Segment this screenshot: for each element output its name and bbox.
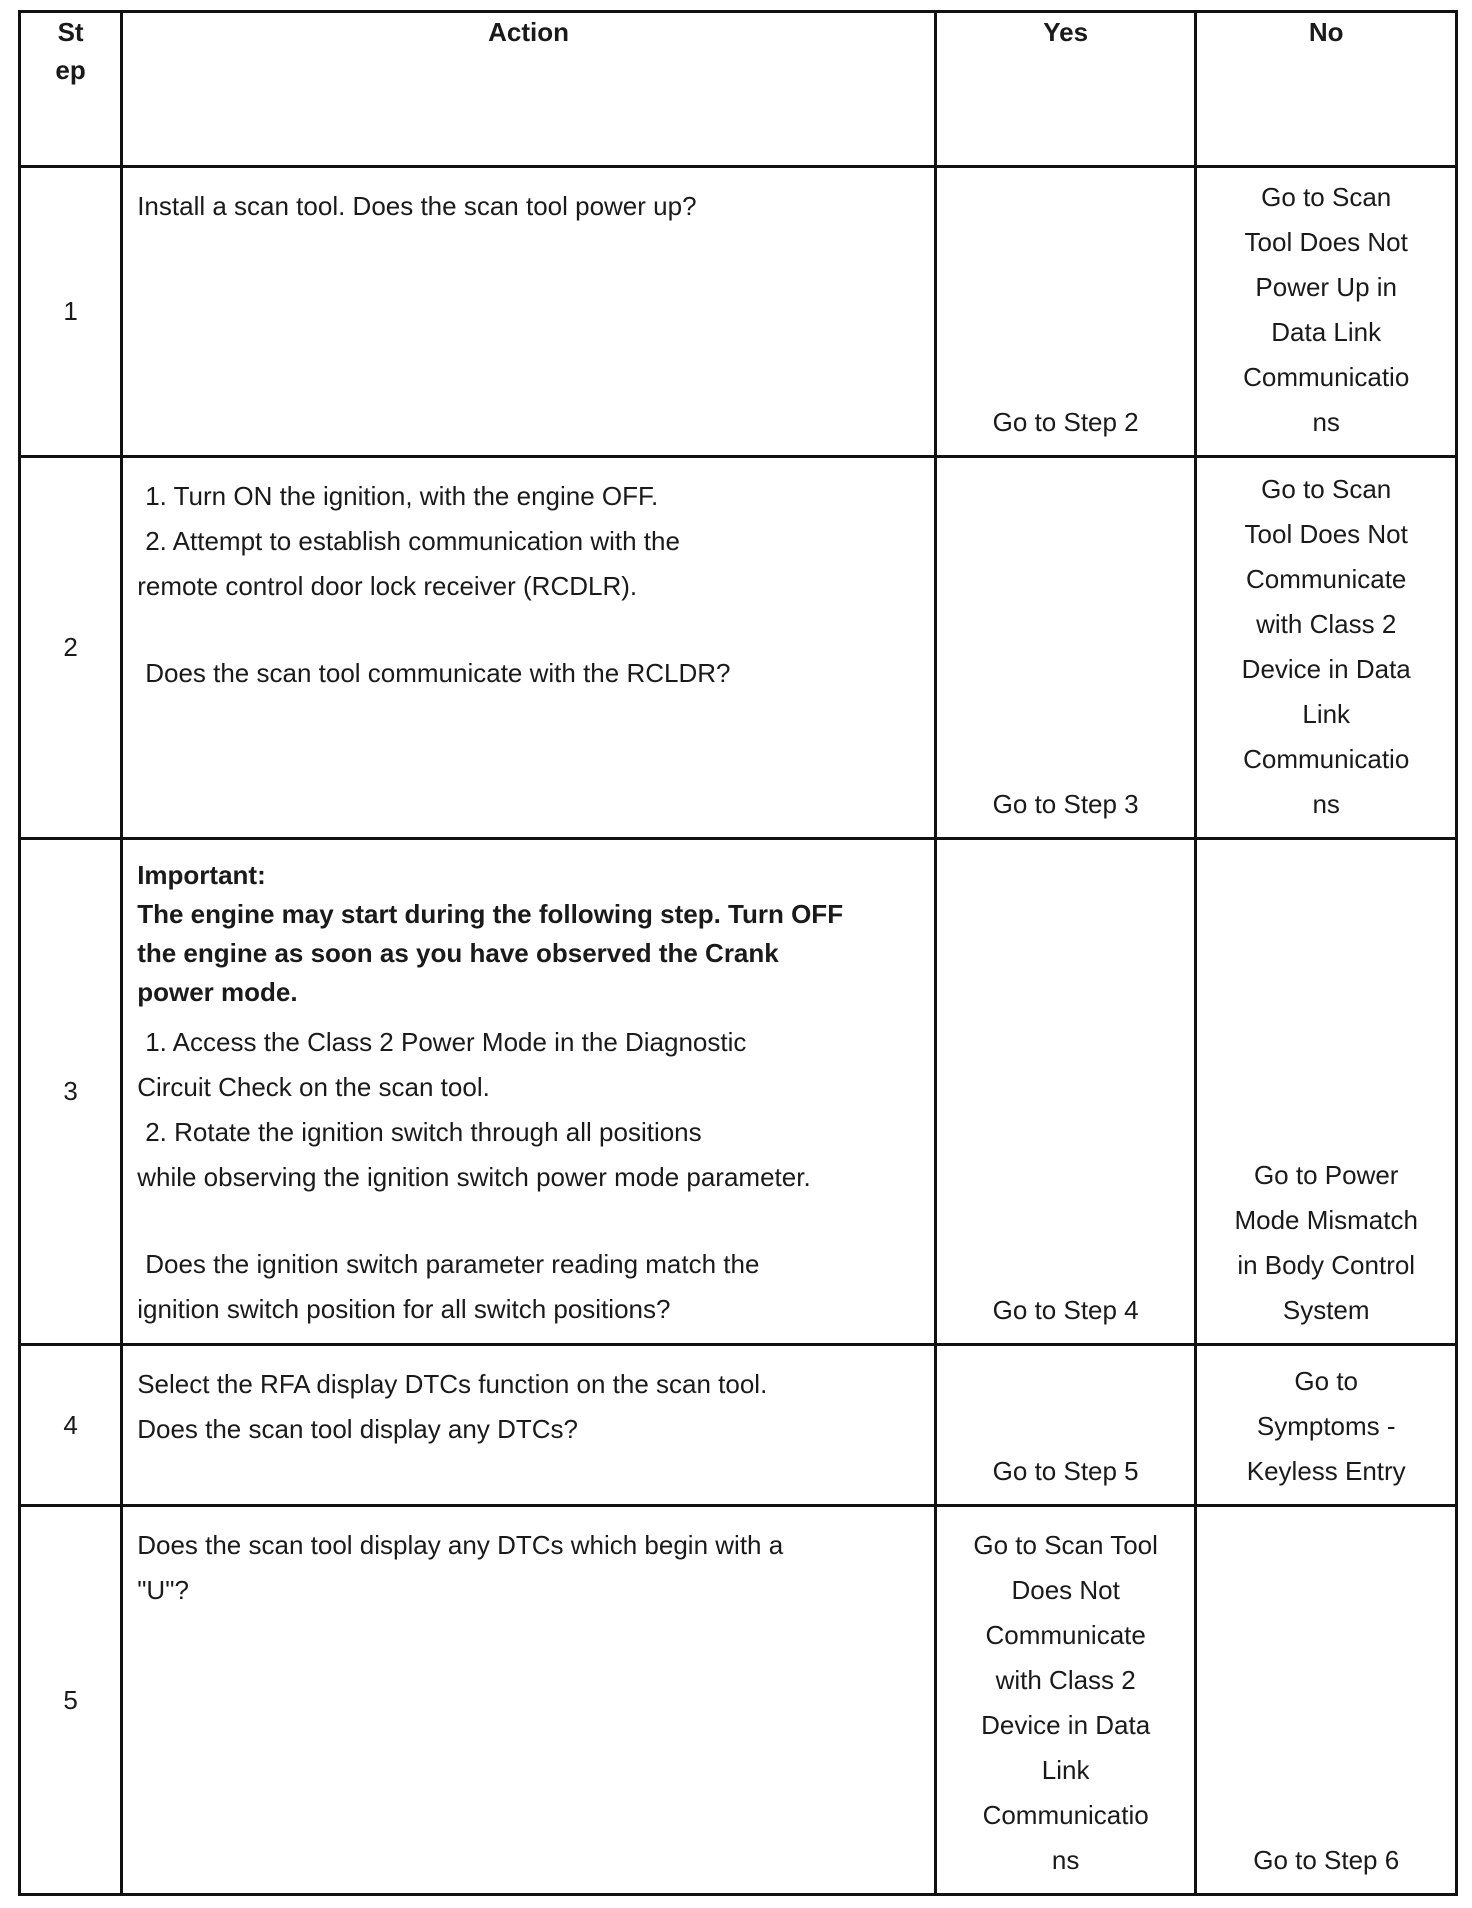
action-question: ignition switch position for all switch positions? <box>137 1294 671 1324</box>
yes-line: Go to Step 3 <box>992 789 1139 819</box>
header-step-line2: ep <box>55 55 86 85</box>
yes-result <box>935 167 1196 457</box>
no-line: Communicatio <box>1243 362 1410 392</box>
no-line: Go to Power <box>1253 1160 1399 1190</box>
yes-line: Go to Step 4 <box>992 1295 1139 1325</box>
no-line: System <box>1282 1295 1370 1325</box>
important-text: the engine as soon as you have observed the Crank <box>137 938 779 968</box>
no-line: Link <box>1302 699 1351 729</box>
action-question: Does the ignition switch parameter reading match the <box>145 1249 760 1279</box>
table-row-step-3 <box>20 839 1457 1345</box>
action-item: 2. Rotate the ignition switch through all positions <box>145 1117 702 1147</box>
yes-result <box>935 839 1196 1345</box>
yes-line: Communicatio <box>982 1800 1149 1830</box>
no-line: Keyless Entry <box>1246 1456 1406 1486</box>
no-result <box>1196 1506 1457 1895</box>
no-result <box>1196 457 1457 839</box>
important-title: Important: <box>137 860 266 890</box>
no-line: Go to Scan <box>1261 182 1392 212</box>
yes-line: Go to Step 2 <box>992 407 1139 437</box>
action-line: Does the scan tool display any DTCs which begin with a <box>137 1530 784 1560</box>
no-line: ns <box>1312 407 1340 437</box>
action-line: "U"? <box>137 1575 189 1605</box>
action-line: Install a scan tool. Does the scan tool power up? <box>137 191 697 221</box>
action-text <box>122 839 936 1345</box>
no-line: Communicatio <box>1243 744 1410 774</box>
yes-line: with Class 2 <box>995 1665 1136 1695</box>
action-item: 1. Turn ON the ignition, with the engine OFF. <box>145 481 659 511</box>
action-item: 2. Attempt to establish communication with the <box>145 526 680 556</box>
no-line: Device in Data <box>1241 654 1411 684</box>
table-row-step-1 <box>20 167 1457 457</box>
yes-line: Communicate <box>985 1620 1146 1650</box>
step-number: 1 <box>20 167 122 457</box>
no-result <box>1196 167 1457 457</box>
action-line: Does the scan tool display any DTCs? <box>137 1414 578 1444</box>
yes-line: ns <box>1051 1845 1080 1875</box>
table-row-step-2 <box>20 457 1457 839</box>
step-number: 3 <box>20 839 122 1345</box>
table-header <box>20 12 1457 167</box>
yes-line: Does Not <box>1011 1575 1120 1605</box>
important-text: power mode. <box>137 977 298 1007</box>
no-line: Go to Step 6 <box>1253 1845 1400 1875</box>
no-line: Power Up in <box>1255 272 1398 302</box>
step-number: 5 <box>20 1506 122 1895</box>
important-note <box>137 856 920 1012</box>
yes-result <box>935 457 1196 839</box>
action-text <box>122 1345 936 1506</box>
no-result <box>1196 839 1457 1345</box>
header-action: Action <box>122 12 936 167</box>
action-item: 1. Access the Class 2 Power Mode in the Diagnostic <box>145 1027 747 1057</box>
action-text <box>122 1506 936 1895</box>
yes-line: Device in Data <box>981 1710 1151 1740</box>
diagnostic-table <box>18 10 1458 1896</box>
action-line: Select the RFA display DTCs function on the scan tool. <box>137 1369 768 1399</box>
yes-line: Link <box>1041 1755 1090 1785</box>
no-line: in Body Control <box>1237 1250 1416 1280</box>
no-line: Go to Scan <box>1261 474 1392 504</box>
header-yes: Yes <box>935 12 1196 167</box>
yes-result <box>935 1345 1196 1506</box>
header-step <box>20 12 122 167</box>
no-line: Mode Mismatch <box>1234 1205 1418 1235</box>
action-item-continued: while observing the ignition switch power mode parameter. <box>137 1162 811 1192</box>
no-line: ns <box>1312 789 1340 819</box>
yes-line: Go to Step 5 <box>992 1456 1139 1486</box>
no-result <box>1196 1345 1457 1506</box>
important-text: The engine may start during the following step. Turn OFF <box>137 899 844 929</box>
no-line: Tool Does Not <box>1244 227 1408 257</box>
no-line: Data Link <box>1271 317 1382 347</box>
yes-result <box>935 1506 1196 1895</box>
no-line: Tool Does Not <box>1244 519 1408 549</box>
header-step-line1: St <box>57 17 84 47</box>
action-item-continued: Circuit Check on the scan tool. <box>137 1072 490 1102</box>
no-line: Symptoms - <box>1256 1411 1396 1441</box>
table-row-step-5 <box>20 1506 1457 1895</box>
no-line: with Class 2 <box>1256 609 1397 639</box>
action-text <box>122 457 936 839</box>
yes-line: Go to Scan Tool <box>973 1530 1158 1560</box>
action-text <box>122 167 936 457</box>
no-line: Go to <box>1294 1366 1358 1396</box>
header-no: No <box>1196 12 1457 167</box>
action-item-continued: remote control door lock receiver (RCDLR). <box>137 571 638 601</box>
table-row-step-4 <box>20 1345 1457 1506</box>
step-number: 2 <box>20 457 122 839</box>
step-number: 4 <box>20 1345 122 1506</box>
action-question: Does the scan tool communicate with the RCLDR? <box>145 658 731 688</box>
no-line: Communicate <box>1246 564 1407 594</box>
